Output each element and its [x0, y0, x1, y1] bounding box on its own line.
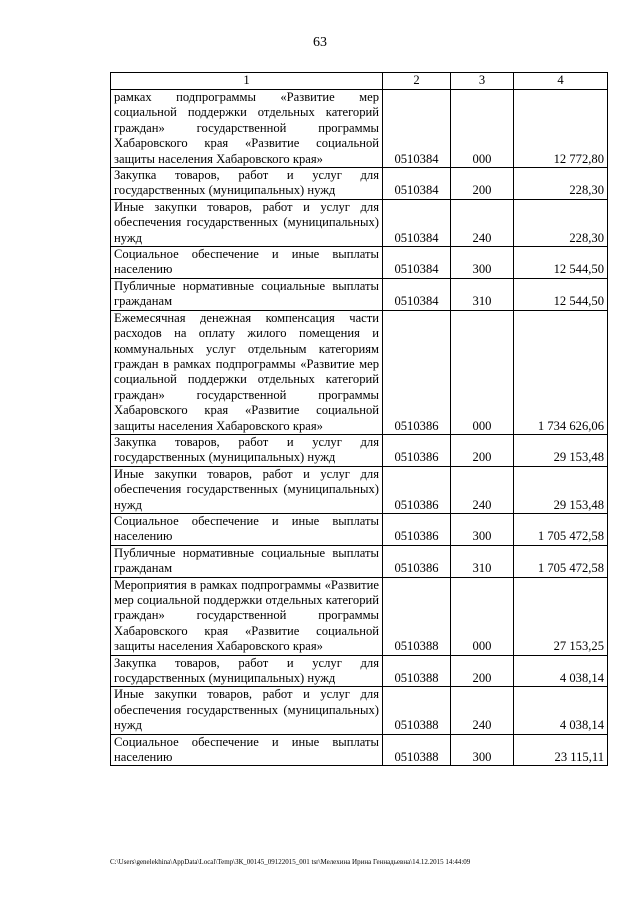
row-target-code: 0510388 [383, 687, 451, 734]
row-target-code: 0510386 [383, 466, 451, 513]
row-amount: 228,30 [514, 199, 608, 246]
row-amount: 1 734 626,06 [514, 310, 608, 434]
row-amount: 12 772,80 [514, 90, 608, 168]
row-expense-type: 310 [451, 278, 514, 310]
row-target-code: 0510388 [383, 577, 451, 655]
row-amount: 4 038,14 [514, 687, 608, 734]
row-description: Социальное обеспечение и иные выплаты населению [111, 513, 383, 545]
row-target-code: 0510384 [383, 199, 451, 246]
row-expense-type: 300 [451, 734, 514, 766]
row-description: Мероприятия в рамках подпрограммы «Развитие мер социальной поддержки отдельных категорий граждан» государственной программы Хабаровского края «Развитие социальной защиты населения Хабаровского края» [111, 577, 383, 655]
table-row [111, 687, 608, 734]
row-target-code: 0510386 [383, 545, 451, 577]
column-header-3: 3 [451, 73, 514, 90]
row-expense-type: 310 [451, 545, 514, 577]
row-amount: 29 153,48 [514, 434, 608, 466]
table-row [111, 466, 608, 513]
row-target-code: 0510386 [383, 434, 451, 466]
row-target-code: 0510384 [383, 278, 451, 310]
page-number: 63 [313, 35, 327, 50]
table-header-row [111, 73, 608, 90]
row-expense-type: 300 [451, 247, 514, 279]
table-row [111, 513, 608, 545]
column-header-2: 2 [383, 73, 451, 90]
row-amount: 1 705 472,58 [514, 513, 608, 545]
row-expense-type: 000 [451, 90, 514, 168]
table-row [111, 577, 608, 655]
column-header-1: 1 [111, 73, 383, 90]
row-description: Закупка товаров, работ и услуг для государственных (муниципальных) нужд [111, 434, 383, 466]
row-description: Публичные нормативные социальные выплаты гражданам [111, 545, 383, 577]
row-amount: 1 705 472,58 [514, 545, 608, 577]
row-expense-type: 240 [451, 466, 514, 513]
row-description: Публичные нормативные социальные выплаты гражданам [111, 278, 383, 310]
table-row [111, 545, 608, 577]
row-description: Ежемесячная денежная компенсация части расходов на оплату жилого помещения и коммунальных услуг отдельным категориям граждан в рамках подпрограммы «Развитие мер социальной поддержки отдельных категорий граждан» государственной программы Хабаровского края «Развитие социальной защиты населения Хабаровского края» [111, 310, 383, 434]
row-description: Иные закупки товаров, работ и услуг для обеспечения государственных (муниципальных) нужд [111, 466, 383, 513]
row-expense-type: 240 [451, 687, 514, 734]
table-row [111, 310, 608, 434]
row-expense-type: 000 [451, 310, 514, 434]
row-description: Закупка товаров, работ и услуг для государственных (муниципальных) нужд [111, 655, 383, 687]
row-target-code: 0510388 [383, 655, 451, 687]
budget-table [110, 72, 608, 766]
row-target-code: 0510384 [383, 247, 451, 279]
row-amount: 12 544,50 [514, 278, 608, 310]
file-path-footer: C:\Users\genelekhina\AppData\Local\Temp\ЗК_00145_09122015_001 tsr\Мелехина Ирина Геннадьевна\14.12.2015 14:44:09 [110, 858, 471, 866]
table-row [111, 199, 608, 246]
row-amount: 4 038,14 [514, 655, 608, 687]
row-description: Иные закупки товаров, работ и услуг для обеспечения государственных (муниципальных) нужд [111, 199, 383, 246]
row-amount: 29 153,48 [514, 466, 608, 513]
row-expense-type: 200 [451, 168, 514, 200]
row-expense-type: 200 [451, 655, 514, 687]
row-expense-type: 000 [451, 577, 514, 655]
row-description: рамках подпрограммы «Развитие мер социальной поддержки отдельных категорий граждан» государственной программы Хабаровского края «Развитие социальной защиты населения Хабаровского края» [111, 90, 383, 168]
row-expense-type: 200 [451, 434, 514, 466]
table-row [111, 168, 608, 200]
row-description: Иные закупки товаров, работ и услуг для обеспечения государственных (муниципальных) нужд [111, 687, 383, 734]
row-amount: 12 544,50 [514, 247, 608, 279]
row-description: Социальное обеспечение и иные выплаты населению [111, 247, 383, 279]
row-expense-type: 240 [451, 199, 514, 246]
row-amount: 228,30 [514, 168, 608, 200]
column-header-4: 4 [514, 73, 608, 90]
table-row [111, 734, 608, 766]
row-target-code: 0510388 [383, 734, 451, 766]
table-row [111, 90, 608, 168]
table-row [111, 278, 608, 310]
row-description: Закупка товаров, работ и услуг для государственных (муниципальных) нужд [111, 168, 383, 200]
row-amount: 23 115,11 [514, 734, 608, 766]
row-expense-type: 300 [451, 513, 514, 545]
row-description: Социальное обеспечение и иные выплаты населению [111, 734, 383, 766]
table-row [111, 434, 608, 466]
table-row [111, 247, 608, 279]
row-target-code: 0510384 [383, 90, 451, 168]
table-row [111, 655, 608, 687]
row-amount: 27 153,25 [514, 577, 608, 655]
row-target-code: 0510384 [383, 168, 451, 200]
row-target-code: 0510386 [383, 513, 451, 545]
row-target-code: 0510386 [383, 310, 451, 434]
